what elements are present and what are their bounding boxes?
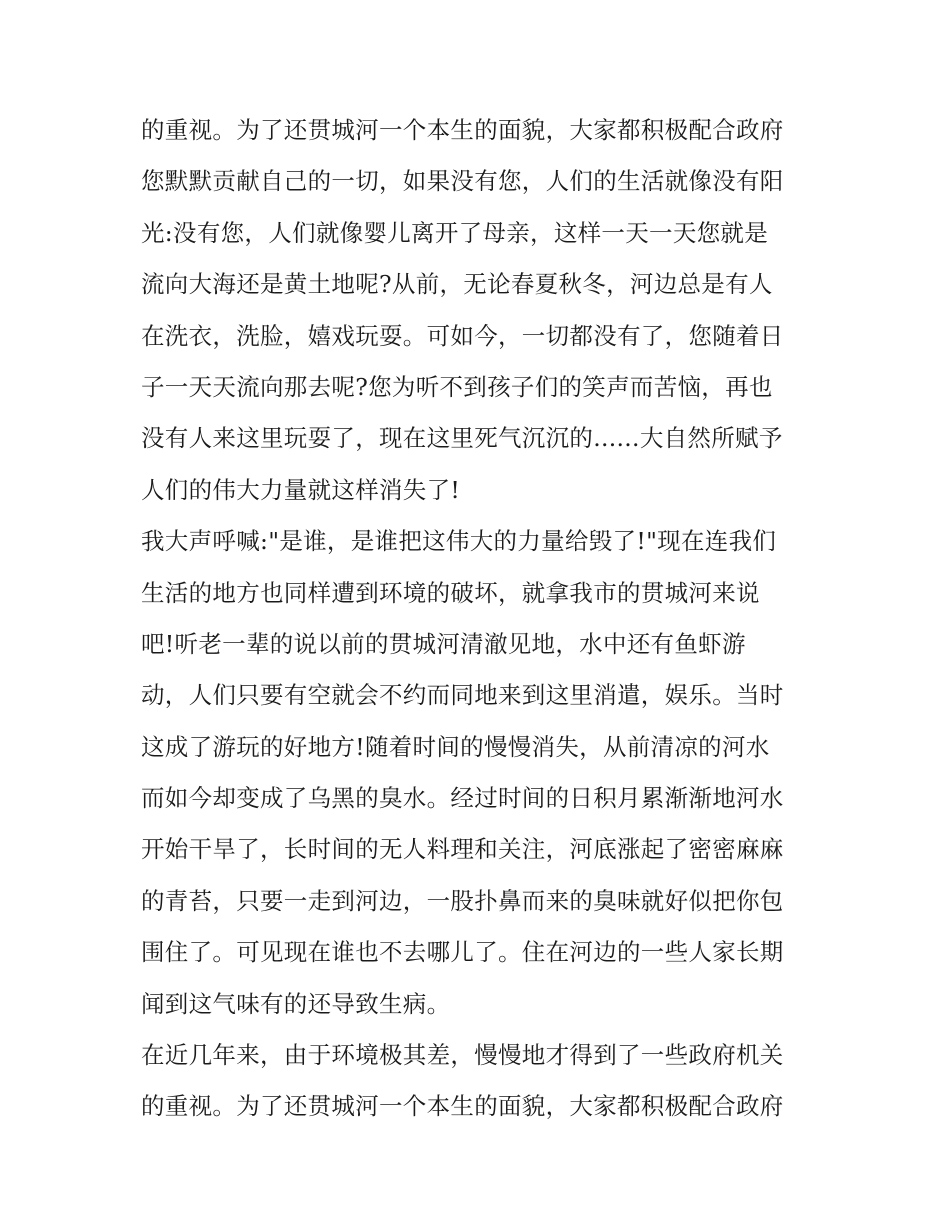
text-line: 围住了。可见现在谁也不去哪儿了。住在河边的一些人家长期 xyxy=(141,938,784,967)
essay-text xyxy=(141,105,821,1133)
text-line: 而如今却变成了乌黑的臭水。经过时间的日积月累渐渐地河水 xyxy=(141,784,784,813)
text-line: 的青苔，只要一走到河边，一股扑鼻而来的臭味就好似把你包 xyxy=(141,886,784,915)
text-line: 的重视。为了还贯城河一个本生的面貌，大家都积极配合政府 xyxy=(141,116,784,144)
text-line: 没有人来这里玩耍了，现在这里死气沉沉的......大自然所赋予 xyxy=(141,424,783,453)
text-line: 闻到这气味有的还导致生病。 xyxy=(141,989,451,1018)
text-line: 的重视。为了还贯城河一个本生的面貌，大家都积极配合政府 xyxy=(141,1092,784,1121)
text-line: 流向大海还是黄土地呢?从前，无论春夏秋冬，河边总是有人 xyxy=(141,270,773,299)
text-line: 子一天天流向那去呢?您为听不到孩子们的笑声而苦恼，再也 xyxy=(141,372,773,401)
text-line: 光:没有您，人们就像婴儿离开了母亲，这样一天一天您就是 xyxy=(141,218,769,247)
text-line: 开始干旱了，长时间的无人料理和关注，河底涨起了密密麻麻 xyxy=(141,835,784,864)
text-line: 动，人们只要有空就会不约而同地来到这里消遣，娱乐。当时 xyxy=(141,681,784,710)
text-line: 您默默贡献自己的一切，如果没有您，人们的生活就像没有阳 xyxy=(141,167,784,196)
text-line: 生活的地方也同样遭到环境的破坏，就拿我市的贯城河来说 xyxy=(141,578,760,607)
text-line: 在近几年来，由于环境极其差，慢慢地才得到了一些政府机关 xyxy=(141,1041,784,1070)
text-line: 这成了游玩的好地方!随着时间的慢慢消失，从前清凉的河水 xyxy=(141,732,770,761)
text-line: 人们的伟大力量就这样消失了! xyxy=(141,475,461,504)
text-line: 在洗衣，洗脸，嬉戏玩耍。可如今，一切都没有了，您随着日 xyxy=(141,321,784,350)
text-line: 我大声呼喊:"是谁，是谁把这伟大的力量给毁了!"现在连我们 xyxy=(141,527,777,556)
text-line: 吧!听老一辈的说以前的贯城河清澈见地，水中还有鱼虾游 xyxy=(141,629,746,658)
